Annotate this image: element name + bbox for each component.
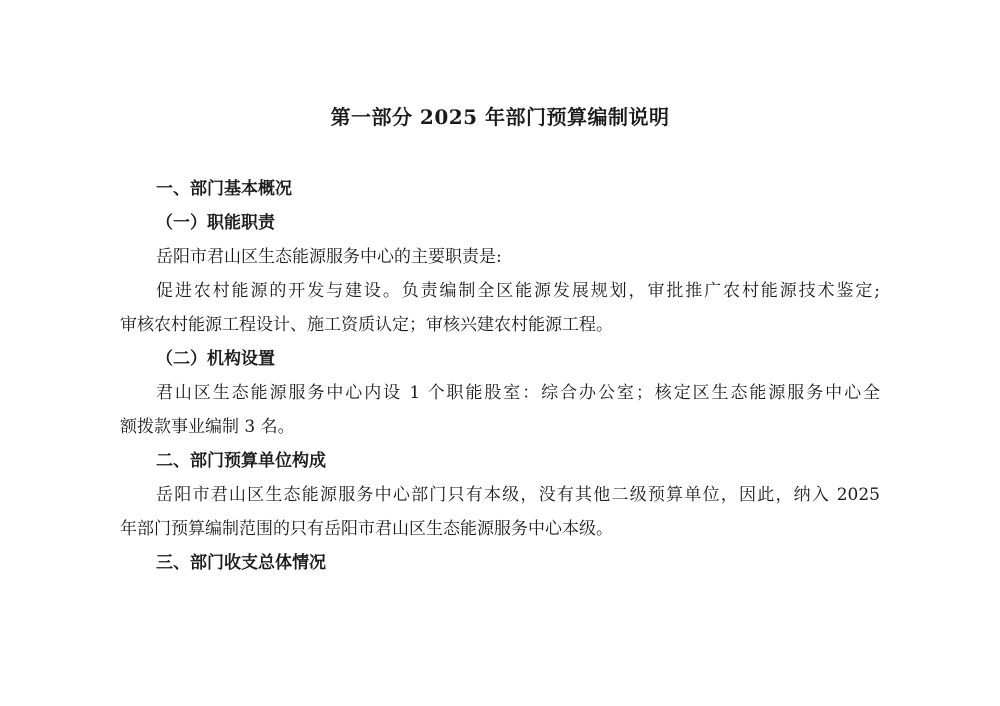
paragraph-organization-line-1: 君山区生态能源服务中心内设 1 个职能股室：综合办公室；核定区生态能源服务中心全 xyxy=(156,383,880,403)
paragraph-duties-line-1: 促进农村能源的开发与建设。负责编制全区能源发展规划，审批推广农村能源技术鉴定; xyxy=(156,281,880,301)
page-title: 第一部分 2025 年部门预算编制说明 xyxy=(330,105,670,129)
subsection-heading-organization: （二）机构设置 xyxy=(156,349,275,369)
paragraph-organization-line-2: 额拨款事业编制 3 名。 xyxy=(120,417,295,437)
paragraph-budget-units-line-2: 年部门预算编制范围的只有岳阳市君山区生态能源服务中心本级。 xyxy=(120,519,613,539)
paragraph-duties-line-2: 审核农村能源工程设计、施工资质认定；审核兴建农村能源工程。 xyxy=(120,315,613,335)
document-body xyxy=(120,174,880,582)
section-heading-basic-overview: 一、部门基本概况 xyxy=(156,179,292,199)
subsection-heading-duties: （一）职能职责 xyxy=(156,213,275,233)
section-heading-budget-units: 二、部门预算单位构成 xyxy=(156,451,326,471)
paragraph-budget-units-line-1: 岳阳市君山区生态能源服务中心部门只有本级，没有其他二级预算单位，因此，纳入 2025 xyxy=(156,485,880,505)
paragraph-duties-intro: 岳阳市君山区生态能源服务中心的主要职责是: xyxy=(156,247,502,267)
section-heading-revenue-expenditure: 三、部门收支总体情况 xyxy=(156,553,326,573)
